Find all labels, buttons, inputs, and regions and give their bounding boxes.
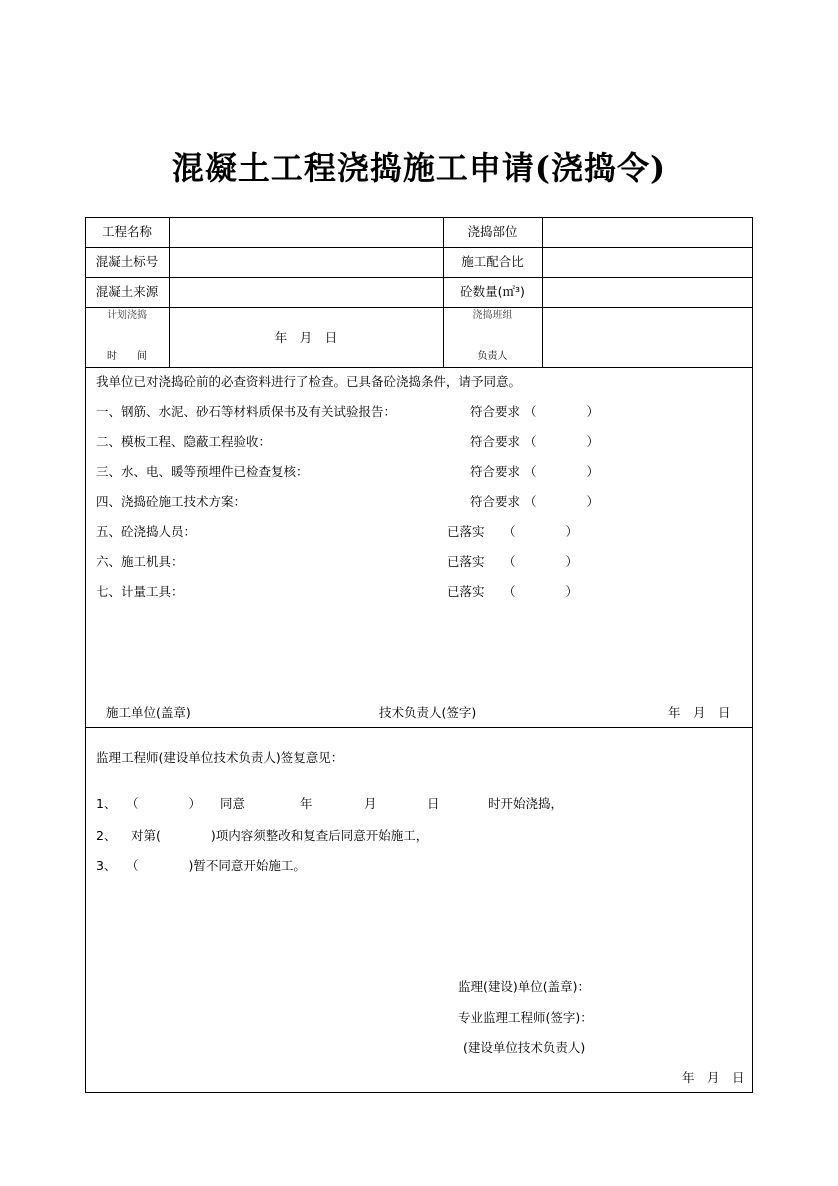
check-item-paren[interactable]: （ ） bbox=[503, 524, 579, 539]
option-1-number: 1、 bbox=[96, 796, 117, 811]
check-item-paren[interactable]: （ ） bbox=[503, 584, 579, 599]
pour-location-value[interactable] bbox=[543, 218, 752, 247]
check-item-text: 六、施工机具： bbox=[96, 554, 184, 569]
check-item-paren[interactable]: （ ） bbox=[524, 404, 600, 419]
technical-lead-signature: 技术负责人(签字) bbox=[379, 705, 477, 720]
quantity-label: 砼数量(㎡³) bbox=[460, 284, 525, 299]
project-name-label: 工程名称 bbox=[101, 224, 152, 239]
supervision-date[interactable]: 年 月 日 bbox=[682, 1070, 745, 1085]
row-divider bbox=[85, 727, 753, 728]
mix-ratio-label: 施工配合比 bbox=[461, 254, 524, 269]
check-item-status: 已落实 bbox=[447, 584, 485, 599]
team-label-bottom: 负责人 bbox=[477, 351, 508, 362]
application-intro: 我单位已对浇捣砼前的必查资料进行了检查。已具备砼浇捣条件，请予同意。 bbox=[96, 374, 522, 389]
application-date[interactable]: 年 月 日 bbox=[668, 705, 731, 720]
check-item-status: 符合要求 bbox=[470, 434, 521, 449]
check-item-text: 一、钢筋、水泥、砂石等材料质保书及有关试验报告： bbox=[96, 404, 397, 419]
option-1-year: 年 bbox=[300, 796, 313, 811]
check-item-status: 符合要求 bbox=[470, 494, 521, 509]
concrete-source-value[interactable] bbox=[170, 278, 442, 307]
check-item-text: 七、计量工具： bbox=[96, 584, 184, 599]
team-leader-value[interactable] bbox=[543, 308, 752, 367]
team-label-top: 浇捣班组 bbox=[472, 310, 513, 321]
check-item-status: 符合要求 bbox=[470, 404, 521, 419]
check-item-paren[interactable]: （ ） bbox=[524, 464, 600, 479]
check-item-text: 四、浇捣砼施工技术方案： bbox=[96, 494, 247, 509]
plan-date[interactable]: 年 月 日 bbox=[274, 330, 338, 345]
page-title: 混凝土工程浇捣施工申请(浇捣令) bbox=[171, 149, 667, 187]
check-item-status: 已落实 bbox=[447, 524, 485, 539]
check-item-status: 符合要求 bbox=[470, 464, 521, 479]
row-divider bbox=[85, 367, 753, 368]
concrete-grade-value[interactable] bbox=[170, 248, 442, 277]
concrete-source-label: 混凝土来源 bbox=[95, 284, 159, 299]
check-item-paren[interactable]: （ ） bbox=[524, 494, 600, 509]
check-item-text: 二、模板工程、隐蔽工程验收： bbox=[96, 434, 272, 449]
supervising-engineer-signature: 专业监理工程师(签字)： bbox=[458, 1010, 593, 1025]
concrete-grade-label: 混凝土标号 bbox=[95, 254, 159, 269]
owner-technical-lead: (建设单位技术负责人) bbox=[463, 1040, 586, 1055]
option-1-day: 日 bbox=[427, 796, 440, 811]
check-item-status: 已落实 bbox=[447, 554, 485, 569]
supervision-heading: 监理工程师(建设单位技术负责人)签复意见： bbox=[96, 750, 344, 765]
option-1-agree: 同意 bbox=[220, 796, 246, 811]
quantity-value[interactable] bbox=[543, 278, 752, 307]
option-1-tail: 时开始浇捣， bbox=[488, 796, 564, 811]
check-item-paren[interactable]: （ ） bbox=[503, 554, 579, 569]
supervision-unit-seal: 监理(建设)单位(盖章)： bbox=[458, 979, 591, 994]
plan-time-label-bottom: 时 间 bbox=[107, 351, 147, 362]
option-3-number: 3、 bbox=[96, 858, 117, 873]
option-2-number: 2、 bbox=[96, 828, 117, 843]
check-item-text: 五、砼浇捣人员： bbox=[96, 524, 197, 539]
pour-location-label: 浇捣部位 bbox=[467, 224, 518, 239]
construction-unit-seal: 施工单位(盖章) bbox=[106, 705, 191, 720]
project-name-value[interactable] bbox=[170, 218, 442, 247]
mix-ratio-value[interactable] bbox=[543, 248, 752, 277]
option-1-paren[interactable]: （ ） bbox=[126, 796, 202, 811]
check-item-text: 三、水、电、暖等预埋件已检查复核： bbox=[96, 464, 309, 479]
check-item-paren[interactable]: （ ） bbox=[524, 434, 600, 449]
option-3-text: （ )暂不同意开始施工。 bbox=[126, 858, 306, 873]
plan-time-label-top: 计划浇捣 bbox=[107, 310, 147, 321]
option-2-text: 对第( )项内容须整改和复查后同意开始施工， bbox=[131, 828, 429, 843]
option-1-month: 月 bbox=[364, 796, 377, 811]
